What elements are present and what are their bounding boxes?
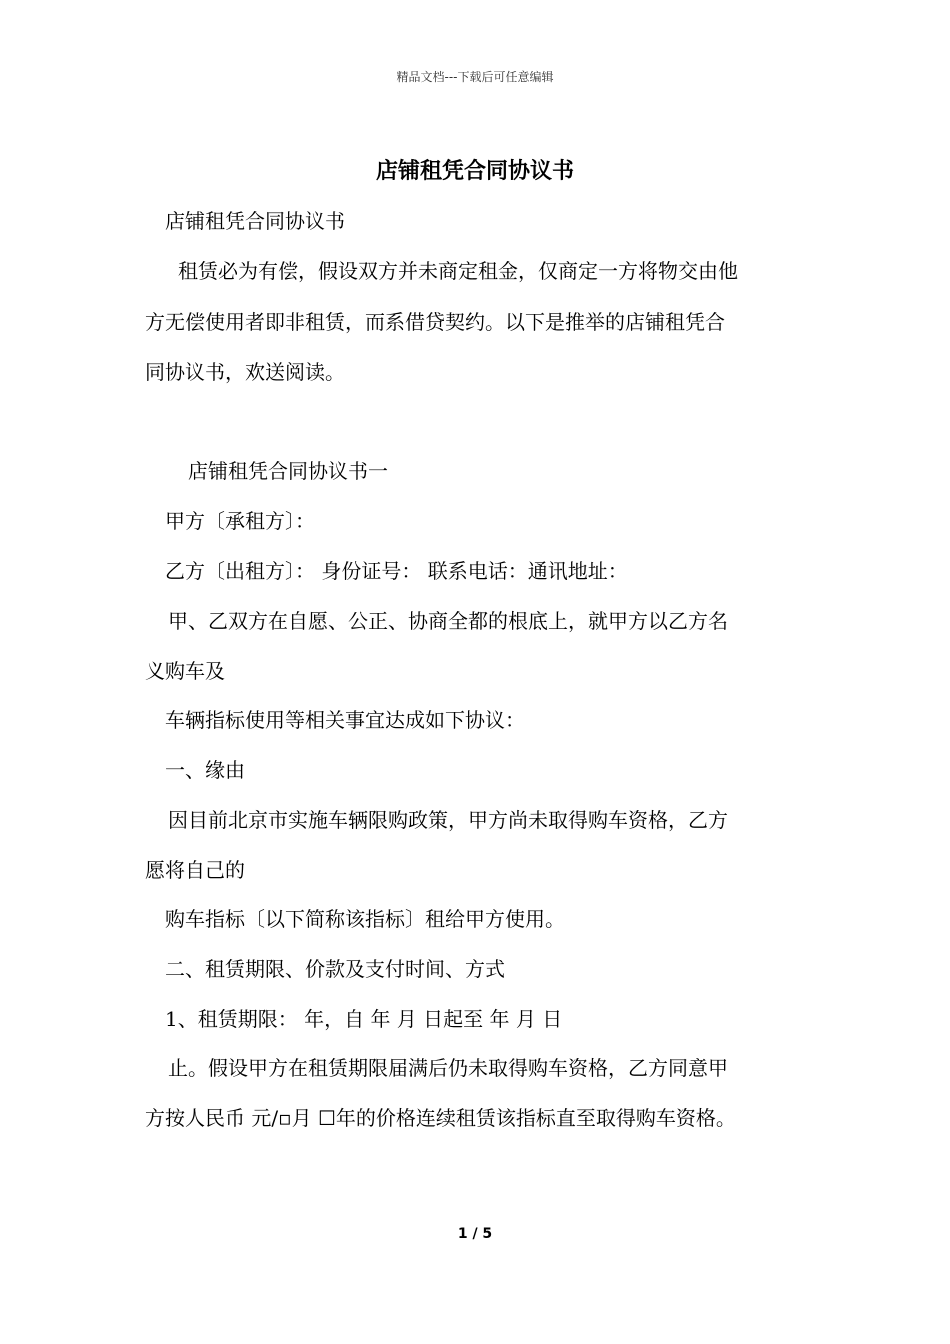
header-note: 精品文档---下载后可任意编辑 [396, 70, 554, 84]
party-a-line: 甲方〔承租方〕： [165, 509, 315, 533]
clause-heading: 二、租赁期限、价款及支付时间、方式 [165, 957, 505, 981]
paragraph-line: 方按人民币 元/▫月 ☐年的价格连续租赁该指标直至取得购车资格。 [145, 1106, 736, 1130]
paragraph-line: 因目前北京市实施车辆限购政策，甲方尚未取得购车资格，乙方 [168, 808, 728, 832]
paragraph-line: 购车指标〔以下简称该指标〕租给甲方使用。 [165, 907, 565, 931]
document-title: 店铺租凭合同协议书 [375, 158, 574, 184]
paragraph-line: 甲、乙双方在自愿、公正、协商全都的根底上，就甲方以乙方名 [168, 609, 728, 633]
clause-heading: 一、缘由 [165, 758, 245, 782]
page-number: 1 / 5 [457, 1226, 493, 1242]
paragraph-line: 车辆指标使用等相关事宜达成如下协议： [165, 708, 525, 732]
paragraph-line: 愿将自己的 [145, 858, 245, 882]
section-heading: 店铺租凭合同协议书一 [188, 459, 388, 483]
paragraph-line: 同协议书，欢送阅读。 [145, 360, 345, 384]
paragraph-line: 止。假设甲方在租赁期限届满后仍未取得购车资格，乙方同意甲 [168, 1056, 728, 1080]
paragraph-line: 方无偿使用者即非租赁，而系借贷契约。以下是推举的店铺租凭合 [145, 310, 725, 334]
party-b-line: 乙方〔出租方〕： 身份证号： 联系电话：通讯地址： [165, 559, 628, 583]
paragraph-line: 义购车及 [145, 659, 225, 683]
paragraph-line: 租赁必为有偿，假设双方并未商定租金，仅商定一方将物交由他 [178, 259, 738, 283]
lease-term-line: 1、租赁期限： 年，自 年 月 日起至 年 月 日 [165, 1007, 563, 1031]
subtitle-line: 店铺租凭合同协议书 [165, 209, 345, 233]
